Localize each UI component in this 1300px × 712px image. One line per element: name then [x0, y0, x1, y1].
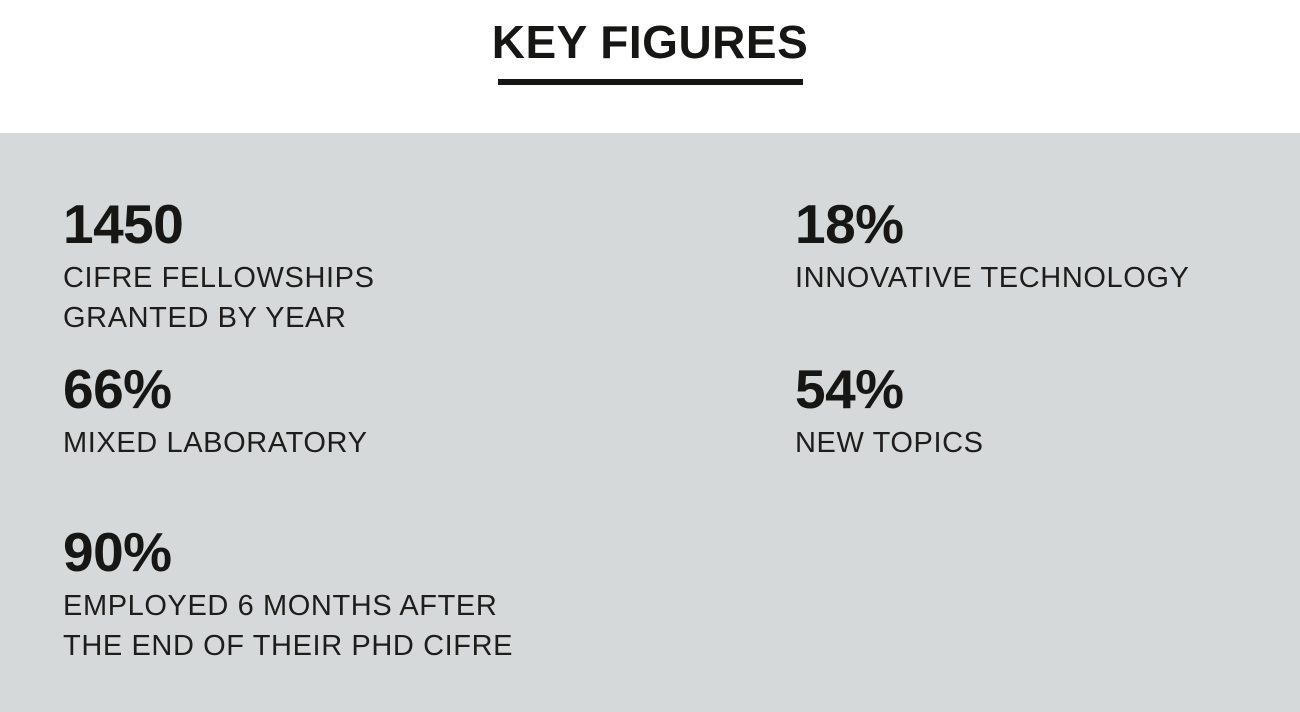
stat-label: [795, 423, 1300, 463]
stat-label: [63, 586, 795, 666]
stat-label-line: INNOVATIVE TECHNOLOGY: [795, 262, 1190, 294]
stat-row-2: [63, 358, 1300, 525]
stat-label-line: NEW TOPICS: [795, 427, 984, 459]
stat-label: [795, 258, 1300, 298]
stat-label: [63, 423, 795, 463]
stat-block-mixed-laboratory: [63, 358, 795, 525]
stat-value: 1450: [63, 193, 184, 255]
stat-row-1: [63, 193, 1300, 362]
stat-block-employed: [63, 521, 795, 666]
stat-row-3: [63, 521, 1300, 666]
stat-value: 54%: [795, 358, 904, 420]
stat-label-line: THE END OF THEIR PHD CIFRE: [63, 630, 514, 662]
stat-label: [63, 258, 795, 338]
stat-block-cifre-fellowships: [63, 193, 795, 362]
stat-value: 66%: [63, 358, 172, 420]
page-title: KEY FIGURES: [491, 16, 809, 68]
stat-block-innovative-technology: [795, 193, 1300, 362]
stat-label-line: EMPLOYED 6 MONTHS AFTER: [63, 590, 498, 622]
stat-label-line: GRANTED BY YEAR: [63, 302, 347, 334]
stat-label-line: MIXED LABORATORY: [63, 427, 368, 459]
stat-value: 18%: [795, 193, 904, 255]
stat-value: 90%: [63, 521, 172, 583]
key-figures-panel: [0, 133, 1300, 712]
header: [0, 0, 1300, 133]
title-underline: [498, 79, 803, 85]
stat-block-new-topics: [795, 358, 1300, 525]
stat-label-line: CIFRE FELLOWSHIPS: [63, 262, 375, 294]
